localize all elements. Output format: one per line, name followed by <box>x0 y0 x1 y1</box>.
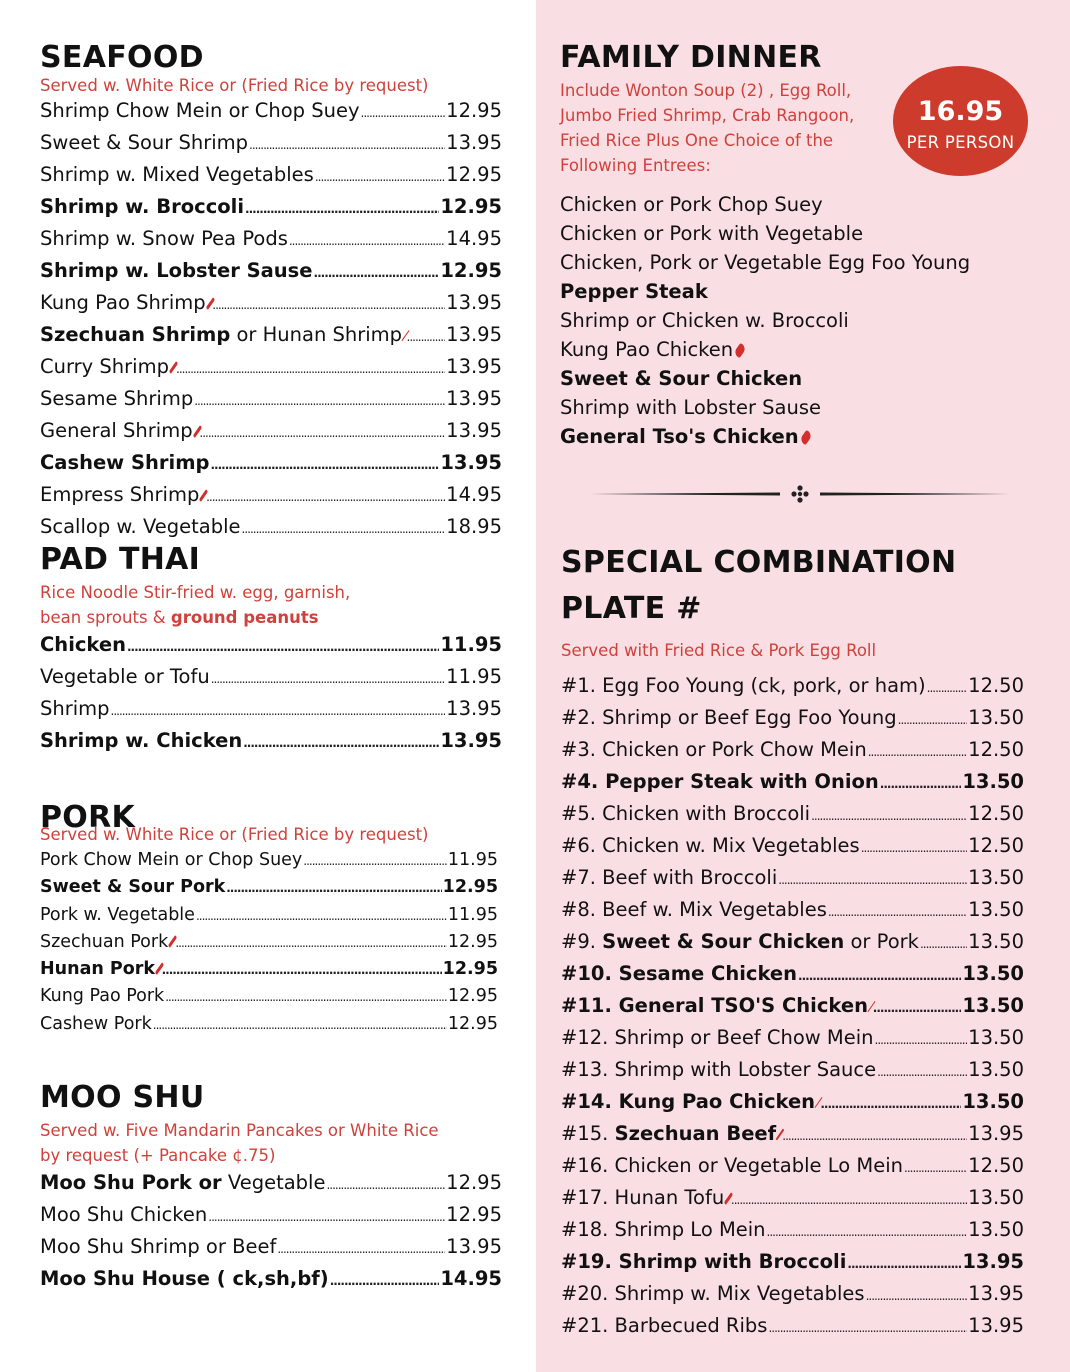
menu-item: #15. Szechuan Beef ..... 13.95 <box>561 1119 1024 1151</box>
list-item: Sweet & Sour Chicken <box>560 367 803 390</box>
menu-item: #16. Chicken or Vegetable Lo Mein ..... 12.50 <box>561 1151 1024 1183</box>
menu-item: Shrimp w. Broccoli ..... 12.95 <box>40 192 502 224</box>
menu-item: #9. Sweet & Sour Chicken or Pork ..... 13.50 <box>561 927 1024 959</box>
menu-item: Pork w. Vegetable ..... 11.95 <box>40 902 498 929</box>
menu-item: Moo Shu House ( ck,sh,bf) ..... 14.95 <box>40 1264 502 1296</box>
list-item: Kung Pao Chicken <box>560 335 1030 364</box>
list-item: Pepper Steak <box>560 280 708 303</box>
family-dinner-desc: Include Wonton Soup (2) , Egg Roll, Jumbo Fried Shrimp, Crab Rangoon, Fried Rice Plus One Choice of the Following Entrees: <box>560 81 855 175</box>
menu-item: #6. Chicken w. Mix Vegetables ..... 12.50 <box>561 831 1024 863</box>
menu-item: #20. Shrimp w. Mix Vegetables ..... 13.95 <box>561 1279 1024 1311</box>
ornament-divider <box>590 484 1010 504</box>
menu-item: #12. Shrimp or Beef Chow Mein ..... 13.50 <box>561 1023 1024 1055</box>
list-item: Chicken, Pork or Vegetable Egg Foo Young <box>560 251 971 274</box>
menu-item: Hunan Pork ..... 12.95 <box>40 956 498 983</box>
menu-item: #4. Pepper Steak with Onion ..... 13.50 <box>561 767 1024 799</box>
menu-item: Cashew Shrimp ..... 13.95 <box>40 448 502 480</box>
chili-pepper-icon <box>799 430 813 445</box>
menu-item: #1. Egg Foo Young (ck, pork, or ham) ..... 12.50 <box>561 671 1024 703</box>
menu-item: Shrimp w. Lobster Sause ..... 12.95 <box>40 256 502 288</box>
price-badge <box>893 66 1028 176</box>
list-item: Shrimp or Chicken w. Broccoli <box>560 309 849 332</box>
menu-item: #14. Kung Pao Chicken ..... 13.50 <box>561 1087 1024 1119</box>
chili-pepper-icon <box>733 343 747 358</box>
menu-item: Sesame Shrimp ..... 13.95 <box>40 384 502 416</box>
menu-item: General Shrimp ..... 13.95 <box>40 416 502 448</box>
menu-item: #2. Shrimp or Beef Egg Foo Young ..... 13.50 <box>561 703 1024 735</box>
combo-section <box>561 540 1024 1343</box>
menu-item: Vegetable or Tofu ..... 11.95 <box>40 662 502 694</box>
combo-subtitle: Served with Fried Rice & Pork Egg Roll <box>561 641 877 660</box>
menu-item: #10. Sesame Chicken ..... 13.50 <box>561 959 1024 991</box>
menu-item: Sweet & Sour Pork ..... 12.95 <box>40 874 498 901</box>
combo-title: SPECIAL COMBINATION PLATE # <box>561 545 957 626</box>
menu-item: Shrimp w. Mixed Vegetables ..... 12.95 <box>40 160 502 192</box>
menu-item: Sweet & Sour Shrimp ..... 13.95 <box>40 128 502 160</box>
menu-item: Shrimp Chow Mein or Chop Suey ..... 12.95 <box>40 96 502 128</box>
menu-item: #21. Barbecued Ribs ..... 13.95 <box>561 1311 1024 1343</box>
seafood-title: SEAFOOD <box>40 40 204 75</box>
pork-title: PORK <box>40 800 136 835</box>
menu-item: Kung Pao Pork ..... 12.95 <box>40 983 498 1010</box>
seafood-subtitle: Served w. White Rice or (Fried Rice by request) <box>40 76 429 95</box>
menu-item: Cashew Pork ..... 12.95 <box>40 1011 498 1038</box>
menu-item: #11. General TSO'S Chicken ..... 13.50 <box>561 991 1024 1023</box>
pad-thai-subtitle: Rice Noodle Stir-fried w. egg, garnish, bean sprouts & ground peanuts <box>40 583 351 627</box>
menu-item: #18. Shrimp Lo Mein ..... 13.50 <box>561 1215 1024 1247</box>
badge-price: 16.95 <box>917 96 1004 127</box>
moo-shu-subtitle: Served w. Five Mandarin Pancakes or White Rice by request (+ Pancake ¢.75) <box>40 1121 439 1165</box>
menu-item: Chicken ..... 11.95 <box>40 630 502 662</box>
pad-thai-section <box>40 542 502 758</box>
seafood-section <box>40 40 502 544</box>
menu-item: Kung Pao Shrimp ..... 13.95 <box>40 288 502 320</box>
menu-item: #19. Shrimp with Broccoli ..... 13.95 <box>561 1247 1024 1279</box>
menu-item: Szechuan Shrimp or Hunan Shrimp ..... 13.95 <box>40 320 502 352</box>
menu-item: Shrimp w. Chicken ..... 13.95 <box>40 726 502 758</box>
list-item: General Tso's Chicken <box>560 422 1030 451</box>
menu-item: Curry Shrimp ..... 13.95 <box>40 352 502 384</box>
menu-item: Scallop w. Vegetable ..... 18.95 <box>40 512 502 544</box>
pad-thai-title: PAD THAI <box>40 542 201 577</box>
pork-subtitle: Served w. White Rice or (Fried Rice by request) <box>40 825 429 844</box>
pork-section <box>40 802 498 1038</box>
menu-item: Moo Shu Chicken ..... 12.95 <box>40 1200 502 1232</box>
menu-item: #13. Shrimp with Lobster Sauce ..... 13.50 <box>561 1055 1024 1087</box>
menu-item: Moo Shu Pork or Vegetable ..... 12.95 <box>40 1168 502 1200</box>
menu-item: Shrimp w. Snow Pea Pods ..... 14.95 <box>40 224 502 256</box>
menu-item: #17. Hunan Tofu ..... 13.50 <box>561 1183 1024 1215</box>
menu-item: Szechuan Pork ..... 12.95 <box>40 929 498 956</box>
list-item: Chicken or Pork Chop Suey <box>560 193 823 216</box>
menu-item: Pork Chow Mein or Chop Suey ..... 11.95 <box>40 847 498 874</box>
list-item: Chicken or Pork with Vegetable <box>560 222 864 245</box>
family-dinner-title: FAMILY DINNER <box>560 40 822 75</box>
menu-item: #7. Beef with Broccoli ..... 13.50 <box>561 863 1024 895</box>
list-item: Shrimp with Lobster Sause <box>560 396 822 419</box>
menu-item: #3. Chicken or Pork Chow Mein ..... 12.50 <box>561 735 1024 767</box>
menu-item: Moo Shu Shrimp or Beef ..... 13.95 <box>40 1232 502 1264</box>
menu-item: Shrimp ..... 13.95 <box>40 694 502 726</box>
moo-shu-title: MOO SHU <box>40 1080 205 1115</box>
menu-item: Empress Shrimp ..... 14.95 <box>40 480 502 512</box>
moo-shu-section <box>40 1080 502 1296</box>
badge-per-person: PER PERSON <box>906 133 1015 152</box>
menu-item: #5. Chicken with Broccoli ..... 12.50 <box>561 799 1024 831</box>
menu-item: #8. Beef w. Mix Vegetables ..... 13.50 <box>561 895 1024 927</box>
